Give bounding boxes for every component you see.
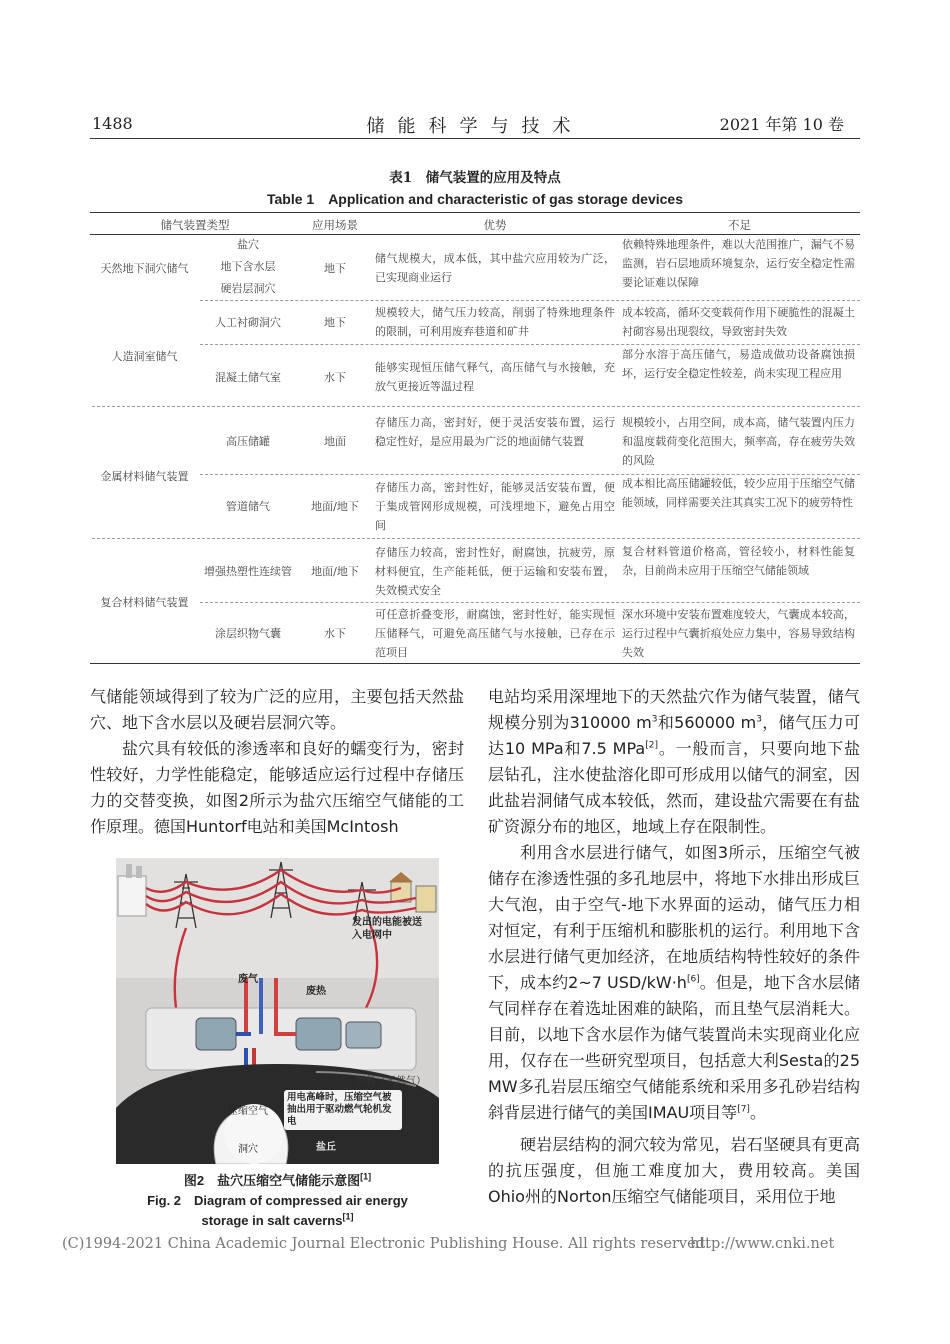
row-divider bbox=[92, 406, 860, 407]
table-cell-scene: 地下 bbox=[324, 316, 346, 329]
table-cell-subtype: 盐穴 地下含水层 硬岩层洞穴 bbox=[220, 238, 276, 295]
issue-label: 2021 年第 10 卷 bbox=[719, 115, 844, 134]
table-top-rule bbox=[90, 212, 860, 213]
header-rule bbox=[90, 138, 860, 139]
table-cell-scene: 地面/地下 bbox=[311, 500, 359, 513]
table-cell-subtype: 人工衬砌洞穴 bbox=[215, 316, 281, 329]
table-cell-disadvantage: 规模较小，占用空间，成本高，储气装置内压力和温度载荷变化范围大，频率高，存在疲劳失效的风险 bbox=[622, 416, 855, 467]
table-cell-disadvantage: 成本相比高压储罐较低，较少应用于压缩空气储能领域，同样需要关注其真实工况下的疲劳特性 bbox=[622, 477, 855, 509]
table-cell-scene: 地下 bbox=[324, 262, 346, 275]
table-cell-subtype: 管道储气 bbox=[226, 500, 270, 513]
group-natural: 天然地下洞穴储气 bbox=[100, 262, 189, 275]
table-cell-subtype: 增强热塑性连续管 bbox=[204, 565, 292, 578]
table-cell-subtype: 混凝土储气室 bbox=[215, 371, 281, 384]
group-composite: 复合材料储气装置 bbox=[100, 596, 189, 609]
table-cell-subtype: 涂层织物气囊 bbox=[215, 627, 281, 640]
figure-label-peak: 用电高峰时，压缩空气被抽出用于驱动燃气轮机发电 bbox=[284, 1090, 402, 1130]
right-column-text bbox=[488, 684, 860, 1210]
table-cell-advantage: 规模较大，储气压力较高，削弱了特殊地理条件的限制，可利用废弃巷道和矿井 bbox=[375, 306, 615, 338]
figure-label-fuel: 燃料（天然气） bbox=[356, 1076, 426, 1087]
row-divider bbox=[200, 602, 860, 603]
figure-image bbox=[116, 858, 439, 1164]
table-cell-advantage: 存储压力高，密封性好，能够灵活安装布置，便于集成管网形成规模，可浅埋地下，避免占用空间 bbox=[375, 481, 615, 532]
paragraph: 硬岩层结构的洞穴较为常见，岩石坚硬具有更高的抗压强度，但施工难度加大，费用较高。美国Ohio州的Norton压缩空气储能项目，采用位于地 bbox=[488, 1135, 860, 1206]
table-cell-scene: 地面/地下 bbox=[311, 565, 359, 578]
th-type: 储气装置类型 bbox=[160, 218, 230, 232]
paragraph: 电站均采用深埋地下的天然盐穴作为储气装置，储气规模分别为310000 $m^3$和560000 $m^3$，储气压力可达10 MPa和7.5 MPa[2]。一般而言，只要向地下盐层钻孔，注水使盐溶化即可形成用以储气的洞室，因此盐岩洞储气成本较低，然而，建设盐穴需要在有盐矿资源分布的地区，地域上存在限制性。 bbox=[488, 687, 860, 836]
table-caption-zh: 表1 储气装置的应用及特点 bbox=[389, 170, 561, 186]
group-artificial: 人造洞室储气 bbox=[111, 350, 178, 363]
paragraph: 气储能领域得到了较为广泛的应用，主要包括天然盐穴、地下含水层以及硬岩层洞穴等。 bbox=[90, 687, 464, 732]
table-cell-disadvantage: 部分水溶于高压储气，易造成做功设备腐蚀损坏，运行安全稳定性较差，尚未实现工程应用 bbox=[622, 348, 855, 380]
row-divider bbox=[92, 538, 860, 539]
table-cell-disadvantage: 深水环境中安装布置难度较大，气囊成本较高，运行过程中气囊折痕处应力集中，容易导致结构失效 bbox=[622, 608, 855, 659]
table-cell-advantage: 能够实现恒压储气释气，高压储气与水接触，充放气更接近等温过程 bbox=[375, 361, 615, 393]
th-advantage: 优势 bbox=[483, 218, 507, 232]
figure-label-salt-dome: 盐丘 bbox=[316, 1142, 336, 1153]
table-cell-disadvantage: 依赖特殊地理条件，难以大范围推广，漏气不易监测，岩石层地质环境复杂，运行安全稳定性需要论证难以保障 bbox=[622, 238, 855, 289]
left-column-text bbox=[90, 684, 464, 840]
figure-caption-zh: 图2 盐穴压缩空气储能示意图[1] bbox=[183, 1171, 372, 1188]
figure-label-waste-heat: 废热 bbox=[306, 986, 326, 997]
table-cell-disadvantage: 成本较高，循环交变载荷作用下硬脆性的混凝土衬砌容易出现裂纹，导致密封失效 bbox=[622, 306, 855, 338]
footer-copyright: (C)1994-2021 China Academic Journal Electronic Publishing House. All rights reserved. bbox=[62, 1236, 710, 1252]
table-cell-advantage: 储气规模大，成本低，其中盐穴应用较为广泛，已实现商业运行 bbox=[375, 252, 615, 284]
table-cell-subtype: 高压储罐 bbox=[226, 435, 270, 448]
page-number: 1488 bbox=[92, 114, 133, 133]
figure-label-cavern: 洞穴 bbox=[238, 1144, 258, 1155]
table-cell-scene: 地面 bbox=[324, 435, 346, 448]
row-divider bbox=[200, 300, 860, 301]
table-cell-scene: 水下 bbox=[324, 627, 346, 640]
table-cell-advantage: 存储压力较高，密封性好，耐腐蚀，抗疲劳，原材料便宜，生产能耗低，便于运输和安装布置，失效模式安全 bbox=[375, 546, 615, 597]
paragraph: 利用含水层进行储气，如图3所示，压缩空气被储存在渗透性强的多孔地层中，将地下水排出形成巨大气泡，由于空气-地下水界面的运动，储气压力相对恒定，有利于压缩机和膨胀机的运行。利用地下含水层进行储气更加经济，在地质结构特性较好的条件下，成本约2~7 USD/kW·h[6]。但是，地下含水层储气同样存在着选址困难的缺陷，而且垫气层消耗大。目前，以地下含水层作为储气装置尚未实现商业化应用，仅存在一些研究型项目，包括意大利Sesta的25 MW多孔岩层压缩空气储能系统和采用多孔砂岩结构斜背层进行储气的美国IMAU项目等[7]。 bbox=[488, 843, 860, 1122]
table-cell-advantage: 存储压力高，密封好，便于灵活安装布置，运行稳定性好，是应用最为广泛的地面储气装置 bbox=[375, 416, 615, 448]
table-caption-en: Table 1 Application and characteristic of gas storage devices bbox=[267, 191, 683, 207]
table-cell-scene: 水下 bbox=[324, 371, 346, 384]
table-cell-advantage: 可任意折叠变形，耐腐蚀，密封性好，能实现恒压储释气，可避免高压储气与水接触，已存在示范项目 bbox=[375, 608, 615, 659]
footer-url[interactable]: http://www.cnki.net bbox=[690, 1236, 835, 1252]
table-cell-disadvantage: 复合材料管道价格高，管径较小，材料性能复杂，目前尚未应用于压缩空气储能领域 bbox=[622, 545, 855, 577]
journal-title: 储能科学与技术 bbox=[366, 116, 584, 137]
figure-label-compressed-air: 压缩空气 bbox=[228, 1106, 268, 1117]
table-bottom-rule bbox=[90, 663, 860, 664]
th-disadvantage: 不足 bbox=[728, 218, 751, 232]
th-scene: 应用场景 bbox=[312, 218, 358, 232]
figure-label-exhaust: 废气 bbox=[238, 974, 258, 985]
group-metal: 金属材料储气装置 bbox=[100, 470, 189, 483]
figure-label-grid: 发出的电能被送入电网中 bbox=[352, 917, 422, 941]
paragraph: 盐穴具有较低的渗透率和良好的蠕变行为，密封性较好，力学性能稳定，能够适应运行过程中存储压力的交替变换，如图2所示为盐穴压缩空气储能的工作原理。德国Huntorf电站和美国McIntosh bbox=[90, 739, 464, 836]
figure-caption-en: Fig. 2 Diagram of compressed air energy storage in salt caverns[1] bbox=[147, 1193, 408, 1228]
